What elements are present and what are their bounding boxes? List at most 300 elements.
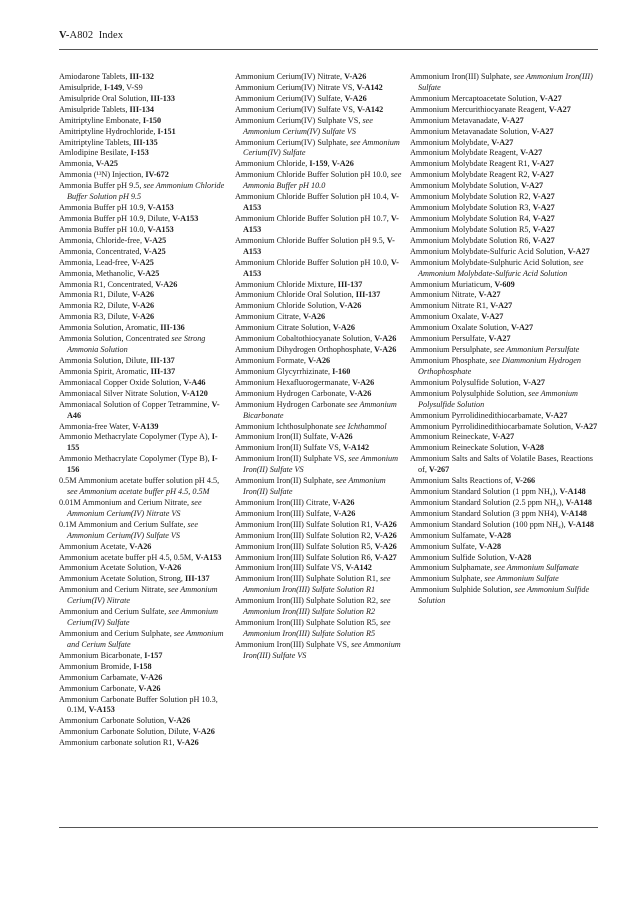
page-reference: V-A27 [532, 203, 555, 213]
index-entry [59, 400, 229, 422]
index-entry [235, 170, 407, 192]
index-entry [410, 563, 600, 574]
index-entry [59, 258, 229, 269]
page-reference: V-A26 [132, 312, 155, 322]
page-reference: III-137 [337, 279, 363, 289]
page-reference: V-A26 [374, 519, 397, 529]
page-reference: V-A26 [155, 279, 178, 289]
page-reference: V-A26 [333, 508, 356, 518]
index-entry [410, 323, 600, 334]
index-entry [410, 520, 600, 531]
index-entry [59, 476, 229, 498]
entry-term: Ammonium Iron(II) Sulfate, [235, 432, 331, 442]
index-entry [59, 432, 229, 454]
page-reference: V-A27 [492, 432, 515, 442]
index-entry [410, 138, 600, 149]
entry-term: Amisulpride Tablets, [59, 104, 130, 114]
page-reference: V-A26 [374, 530, 397, 540]
entry-term: Ammonium Polysulphide Solution, [410, 388, 529, 398]
index-entry [235, 312, 407, 323]
page-reference: V-A26 [303, 312, 326, 322]
cross-reference: see Ammonium Cerium(IV) Sulfate [243, 137, 400, 158]
page-reference: V-A148 [565, 497, 592, 507]
cross-reference: see Ammonium acetate buffer pH 4.5, 0.5M [67, 487, 210, 497]
header-page-number: A802 [69, 30, 94, 41]
index-entry [235, 214, 407, 236]
index-entry [59, 323, 229, 334]
index-entry [235, 553, 407, 564]
index-entry [410, 356, 600, 378]
entry-term: 0.5M Ammonium acetate buffer solution pH 4.5, [59, 476, 220, 486]
page-reference: I-156 [67, 454, 218, 475]
page-reference: V-A153 [243, 257, 399, 278]
entry-term: Ammonium Chloride Solution, [235, 301, 340, 311]
page-reference: V-A25 [137, 268, 160, 278]
entry-term: Ammonium Ichthosulphonate [235, 421, 336, 431]
page-reference: V-A26 [332, 323, 355, 333]
entry-term: Ammonium and Cerium Nitrate, [59, 585, 168, 595]
index-entry [59, 542, 229, 553]
page-reference: V-A26 [129, 541, 152, 551]
page-reference: I-158 [133, 661, 152, 671]
index-entry [410, 411, 600, 422]
page-reference: V-A46 [183, 377, 206, 387]
index-entry [410, 148, 600, 159]
index-entry [410, 225, 600, 236]
entry-term: Ammonium Iron(III) Sulphate Solution R1, [235, 574, 381, 584]
entry-term: Ammonia Buffer pH 10.0, [59, 224, 148, 234]
index-entry [59, 367, 229, 378]
cross-reference: see Ammonium and Cerium Sulfate [67, 629, 224, 649]
index-entry [410, 574, 600, 585]
index-entry [410, 247, 600, 258]
entry-term: Ammonia, Chloride-free, [59, 235, 145, 245]
page-reference: V-A26 [168, 716, 191, 726]
page-reference: V-A27 [532, 235, 555, 245]
page-reference: III-137 [355, 290, 381, 300]
page-reference: V-A26 [374, 334, 397, 344]
entry-term: Ammonium Iron(III) Sulphate Solution R5, [235, 618, 381, 628]
index-entry [59, 83, 229, 94]
entry-term: Ammonium Iron(III) Sulphate Solution R2, [235, 596, 381, 606]
page-reference: V-A27 [522, 377, 545, 387]
entry-term: Amiodarone Tablets, [59, 72, 130, 81]
entry-term: Ammonia Buffer pH 9.5, [59, 181, 144, 191]
index-entry [59, 738, 229, 749]
index-entry [410, 487, 600, 498]
page-reference: V-A153 [243, 213, 399, 234]
entry-term: Ammonia, Lead-free, [59, 257, 132, 267]
index-entry [410, 432, 600, 443]
page-reference: V-A26 [132, 301, 155, 311]
index-entry [59, 563, 229, 574]
page-reference: I-151 [157, 126, 176, 136]
page-reference: V-A148 [567, 519, 594, 529]
index-entry [59, 356, 229, 367]
index-entry [59, 716, 229, 727]
page-reference: V-A26 [332, 497, 355, 507]
entry-term: Amitriptyline Embonate, [59, 115, 143, 125]
index-entry [59, 301, 229, 312]
cross-reference: see Ammonium Iron(III) Sulfate Solution R5 [243, 618, 391, 639]
entry-term: Ammoniacal Copper Oxide Solution, [59, 377, 184, 387]
page-reference: III-136 [160, 323, 185, 333]
page-reference: III-137 [185, 574, 210, 584]
entry-term: Ammonia R3, Dilute, [59, 312, 132, 322]
cross-reference: see Diammonium Hydrogen Orthophosphate [418, 355, 581, 376]
running-header [59, 30, 598, 41]
page-reference: V-A26 [308, 355, 331, 365]
page-reference: V-A25 [131, 257, 154, 267]
entry-term: Ammonium Reineckate, [410, 432, 493, 442]
page-reference: V-267 [428, 465, 450, 475]
entry-term: Ammonium Chloride Buffer Solution pH 10.0, [235, 170, 391, 180]
entry-term: Ammonium Cerium(IV) Sulfate VS, [235, 104, 357, 114]
entry-term: Ammonium Standard Solution (100 ppm NH₄), [410, 519, 568, 529]
entry-term: Ammonium Molybdate Solution R6, [410, 235, 533, 245]
entry-term: Ammoniacal Solution of Copper Tetrammine, [59, 399, 212, 409]
entry-term: Ammonia Spirit, Aromatic, [59, 366, 151, 376]
page-reference: III-137 [150, 366, 176, 376]
entry-term: Ammonia R1, Concentrated, [59, 279, 156, 289]
entry-term: Ammonium Molybdate Reagent, [410, 148, 521, 158]
index-entry [235, 476, 407, 498]
index-entry [59, 269, 229, 280]
entry-term: , [327, 159, 332, 169]
entry-term: Ammonium Acetate Solution, Strong, [59, 574, 185, 584]
entry-term: Ammonium Persulfate, [410, 334, 489, 344]
page-reference: V-A27 [545, 410, 568, 420]
entry-term: Ammonium Oxalate, [410, 312, 482, 322]
index-entry [235, 290, 407, 301]
index-entry [59, 574, 229, 585]
page-reference: V-A26 [344, 93, 367, 103]
index-entry [59, 214, 229, 225]
index-entry [410, 509, 600, 520]
index-entry [235, 280, 407, 291]
entry-term: Ammonium Metavanadate Solution, [410, 126, 532, 136]
entry-term: Ammonium Molybdate Solution R2, [410, 192, 533, 202]
page-reference: V-A28 [509, 552, 532, 562]
page-reference: V-A153 [172, 213, 199, 223]
page-reference: V-A148 [560, 508, 588, 518]
cross-reference: see Ammonium Iron(III) Sulfate VS [243, 639, 401, 660]
entry-term: Ammonium Carbonate, [59, 683, 139, 693]
cross-reference: see Ammonium Molybdate-Sulfuric Acid Solution [418, 257, 584, 278]
page-reference: V-A142 [356, 104, 384, 114]
entry-term: Ammonium Carbonate Solution, [59, 716, 169, 726]
entry-term: Ammonium Iron(III) Sulfate VS, [235, 563, 346, 573]
entry-term: Ammonium Iron(III) Citrate, [235, 497, 333, 507]
page-reference: V-A27 [532, 213, 555, 223]
entry-term: Ammonium Hydrogen Carbonate, [235, 388, 350, 398]
entry-term: Ammonium Pyrrolidinedithiocarbamate Solution, [410, 421, 576, 431]
page-reference: V-A26 [374, 345, 397, 355]
page-reference: V-A27 [510, 323, 534, 333]
entry-term: Ammonium and Cerium Sulfate, [59, 607, 169, 617]
page-reference: V-A27 [532, 192, 555, 202]
index-entry [59, 181, 229, 203]
entry-term: Ammonium Citrate Solution, [235, 323, 333, 333]
entry-term: Ammonium Sulfide Solution, [410, 552, 510, 562]
entry-term: Ammonia Buffer pH 10.9, Dilute, [59, 213, 173, 223]
index-entry [59, 94, 229, 105]
index-entry [59, 290, 229, 301]
index-entry [410, 454, 600, 476]
entry-term: Ammonium Iron(III) Sulfate, [235, 508, 334, 518]
page-reference: V-A26 [132, 290, 155, 300]
entry-term: 0.01M Ammonium and Cerium Nitrate, [59, 497, 192, 507]
entry-term: Ammonium Chloride Mixture, [235, 279, 338, 289]
page-reference: V-A27 [531, 170, 554, 180]
index-entry [235, 192, 407, 214]
entry-term: Ammonium Citrate, [235, 312, 303, 322]
page-reference: V-A26 [344, 72, 367, 81]
page-reference: V-A153 [243, 235, 395, 256]
index-entry [235, 323, 407, 334]
entry-term: Ammonia R2, Dilute, [59, 301, 132, 311]
entry-term: 0.1M Ammonium and Cerium Sulfate, [59, 519, 188, 529]
index-entry [410, 127, 600, 138]
entry-term: Ammonium Standard Solution (2.5 ppm NH₄), [410, 497, 566, 507]
header-prefix: V- [59, 30, 70, 41]
cross-reference: see Ammonium Bicarbonate [243, 399, 397, 420]
cross-reference: see Ammonium Cerium(IV) Nitrate VS [67, 497, 202, 518]
entry-term: , V-S9 [122, 82, 143, 92]
entry-term: Ammonium Molybdate-Sulfuric Acid Solution, [410, 246, 568, 256]
page-reference: V-A26 [140, 672, 163, 682]
cross-reference: see Ammonium Chloride Buffer Solution pH 9.5 [67, 181, 225, 202]
index-entry [410, 214, 600, 225]
index-entry [235, 618, 407, 640]
entry-term: Ammonium Iron(II) Sulphate, [235, 476, 336, 486]
page-reference: V-A153 [88, 705, 115, 715]
entry-term: Ammonium Nitrate R1, [410, 301, 491, 311]
entry-term: Ammoniacal Silver Nitrate Solution, [59, 388, 182, 398]
page-reference: V-A153 [195, 552, 222, 562]
index-entry [235, 236, 407, 258]
entry-term: Ammonium Sulphide Solution, [410, 585, 515, 595]
index-entry [410, 192, 600, 203]
entry-term: Ammonia, Methanolic, [59, 268, 138, 278]
entry-term: Ammonia Buffer pH 10.9, [59, 203, 148, 213]
entry-term: Ammonium Cerium(IV) Sulfate, [235, 93, 345, 103]
page-reference: V-A27 [575, 421, 598, 431]
entry-term: Ammonium Oxalate Solution, [410, 323, 511, 333]
entry-term: Ammonium Metavanadate, [410, 115, 502, 125]
entry-term: Ammonium Molybdate Reagent R1, [410, 159, 532, 169]
entry-term: Ammonium Iron(III) Sulfate Solution R2, [235, 530, 375, 540]
index-entry [59, 378, 229, 389]
index-entry [59, 127, 229, 138]
entry-term: Amlodipine Besilate, [59, 148, 131, 158]
index-entry [235, 138, 407, 160]
index-entry [59, 662, 229, 673]
index-entry [410, 312, 600, 323]
entry-term: Ammonium Chloride Buffer Solution pH 10.0, [235, 257, 391, 267]
index-entry [410, 301, 600, 312]
page-reference: V-A27 [481, 312, 504, 322]
page-reference: III-132 [129, 72, 155, 81]
index-entry [59, 105, 229, 116]
index-column-3 [410, 72, 600, 607]
entry-term: Ammonium Molybdate Reagent R2, [410, 170, 532, 180]
index-entry [235, 72, 407, 83]
index-entry [59, 148, 229, 159]
entry-term: Ammonium Hexafluorogermanate, [235, 377, 353, 387]
page-reference: I-149 [104, 82, 123, 92]
index-entry [59, 520, 229, 542]
index-entry [410, 334, 600, 345]
index-entry [59, 225, 229, 236]
page-reference: V-A27 [567, 246, 590, 256]
index-entry [59, 312, 229, 323]
entry-term: Ammonium Glycyrrhizinate, [235, 366, 333, 376]
cross-reference: see Ammonium Iron(III) Sulfate [418, 72, 593, 92]
page-reference: V-A153 [147, 224, 174, 234]
entry-term: Ammonium Molybdate Solution R3, [410, 203, 533, 213]
page-reference: V-609 [494, 279, 515, 289]
cross-reference: see Ichthammol [335, 421, 387, 431]
entry-term: Ammonium Molybdate, [410, 137, 492, 147]
entry-term: Ammonium Salts and Salts of Volatile Bases, Reactions of, [410, 454, 593, 475]
index-entry [59, 454, 229, 476]
page-reference: V-A120 [181, 388, 208, 398]
entry-term: Ammonium Cerium(IV) Sulphate, [235, 137, 351, 147]
entry-term: Ammonio Methacrylate Copolymer (Type B), [59, 454, 212, 464]
index-entry [235, 334, 407, 345]
page-reference: III-137 [150, 355, 175, 365]
index-entry [59, 607, 229, 629]
index-entry [410, 72, 600, 94]
index-entry [235, 498, 407, 509]
cross-reference: see Ammonium Cerium(IV) Sulfate VS [67, 519, 198, 540]
page-reference: V-A25 [143, 246, 166, 256]
entry-term: Ammonium Mercurithiocyanate Reagent, [410, 104, 549, 114]
index-entry [235, 258, 407, 280]
page-reference: I-153 [130, 148, 149, 158]
entry-term: Ammonium Cerium(IV) Sulphate VS, [235, 115, 363, 125]
entry-term: Ammonium Bromide, [59, 661, 134, 671]
index-entry [59, 727, 229, 738]
page-reference: V-A27 [531, 159, 554, 169]
entry-term: Ammonium Iron(III) Sulphate, [410, 72, 514, 81]
index-entry [410, 94, 600, 105]
entry-term: Ammonium Mercaptoacetate Solution, [410, 93, 540, 103]
header-title: Index [98, 30, 124, 41]
cross-reference: see Ammonium Persulfate [493, 345, 580, 355]
header-rule [59, 49, 598, 50]
page-reference: V-A148 [559, 487, 586, 497]
entry-term: Ammonium Muriaticum, [410, 279, 495, 289]
entry-term: Amisulpride, [59, 82, 105, 92]
cross-reference: see Ammonium Cerium(IV) Sulfate VS [243, 115, 373, 136]
entry-term: Ammonium Chloride Buffer Solution pH 10.7, [235, 213, 391, 223]
index-entry [410, 159, 600, 170]
page-reference: V-A28 [488, 530, 512, 540]
index-entry [410, 422, 600, 433]
page-reference: V-A27 [539, 93, 562, 103]
index-entry [59, 72, 229, 83]
index-entry [235, 367, 407, 378]
index-entry [235, 116, 407, 138]
entry-term: Ammonio Methacrylate Copolymer (Type A), [59, 432, 212, 442]
index-entry [235, 301, 407, 312]
entry-term: Ammonium Molybdate-Sulphuric Acid Solution, [410, 257, 574, 267]
entry-term: Ammonium Chloride, [235, 159, 310, 169]
entry-term: Ammonium Iron(III) Sulphate VS, [235, 639, 352, 649]
index-entry [59, 280, 229, 291]
index-entry [59, 334, 229, 356]
index-entry [235, 432, 407, 443]
page-reference: V-A142 [345, 563, 372, 573]
index-entry [410, 585, 600, 607]
cross-reference: see Ammonium Cerium(IV) Nitrate [67, 585, 218, 606]
entry-term: Ammonium Chloride Buffer Solution pH 10.4, [235, 192, 391, 202]
cross-reference: see Ammonia Buffer pH 10.0 [243, 170, 402, 191]
page-reference: V-A26 [330, 432, 353, 442]
cross-reference: see Ammonium Cerium(IV) Sulfate [67, 607, 219, 628]
page-reference: V-A27 [532, 224, 555, 234]
page-reference: V-A27 [521, 181, 544, 191]
index-entry [410, 443, 600, 454]
entry-term: Ammonium Carbonate Buffer Solution pH 10.3, 0.1M, [59, 694, 218, 715]
index-entry [235, 83, 407, 94]
index-entry [59, 138, 229, 149]
page-reference: V-A26 [138, 683, 161, 693]
index-entry [410, 170, 600, 181]
page-reference: V-A26 [349, 388, 372, 398]
index-entry [59, 422, 229, 433]
index-entry [410, 531, 600, 542]
index-entry [410, 290, 600, 301]
entry-term: Ammonia R1, Dilute, [59, 290, 132, 300]
entry-term: Ammonium Standard Solution (3 ppm NH4), [410, 508, 561, 518]
index-entry [235, 542, 407, 553]
index-entry [410, 345, 600, 356]
page-reference: V-A27 [548, 104, 571, 114]
entry-term: Ammonia Solution, Concentrated [59, 334, 172, 344]
entry-term: Amitriptyline Tablets, [59, 137, 134, 147]
page-reference: V-A27 [490, 301, 513, 311]
cross-reference: see Ammonium Polysulfide Solution [418, 388, 578, 409]
entry-term: Ammonium Cobaltothiocyanate Solution, [235, 334, 375, 344]
index-entry [410, 116, 600, 127]
index-entry [59, 247, 229, 258]
page-reference: I-157 [144, 650, 163, 660]
index-entry [235, 509, 407, 520]
entry-term: Ammonia Solution, Aromatic, [59, 323, 161, 333]
index-entry [410, 498, 600, 509]
entry-term: Ammonium Sulfate, [410, 541, 479, 551]
page-reference: V-A25 [95, 159, 118, 169]
page-reference: III-133 [150, 93, 175, 103]
entry-term: Ammonium Iron(III) Sulfate Solution R1, [235, 519, 375, 529]
cross-reference: see Ammonium Sulfate [484, 574, 559, 584]
entry-term: Ammonia, Concentrated, [59, 246, 144, 256]
page-reference: V-A27 [520, 148, 543, 158]
entry-term: Ammonium Hydrogen Carbonate [235, 399, 348, 409]
index-entry [410, 181, 600, 192]
index-entry [59, 673, 229, 684]
page-reference: V-A28 [478, 541, 502, 551]
page-reference: I-150 [142, 115, 162, 125]
page-reference: V-A153 [147, 203, 174, 213]
index-entry [59, 684, 229, 695]
index-column-2 [235, 72, 407, 662]
index-entry [410, 389, 600, 411]
page-reference: III-135 [133, 137, 158, 147]
